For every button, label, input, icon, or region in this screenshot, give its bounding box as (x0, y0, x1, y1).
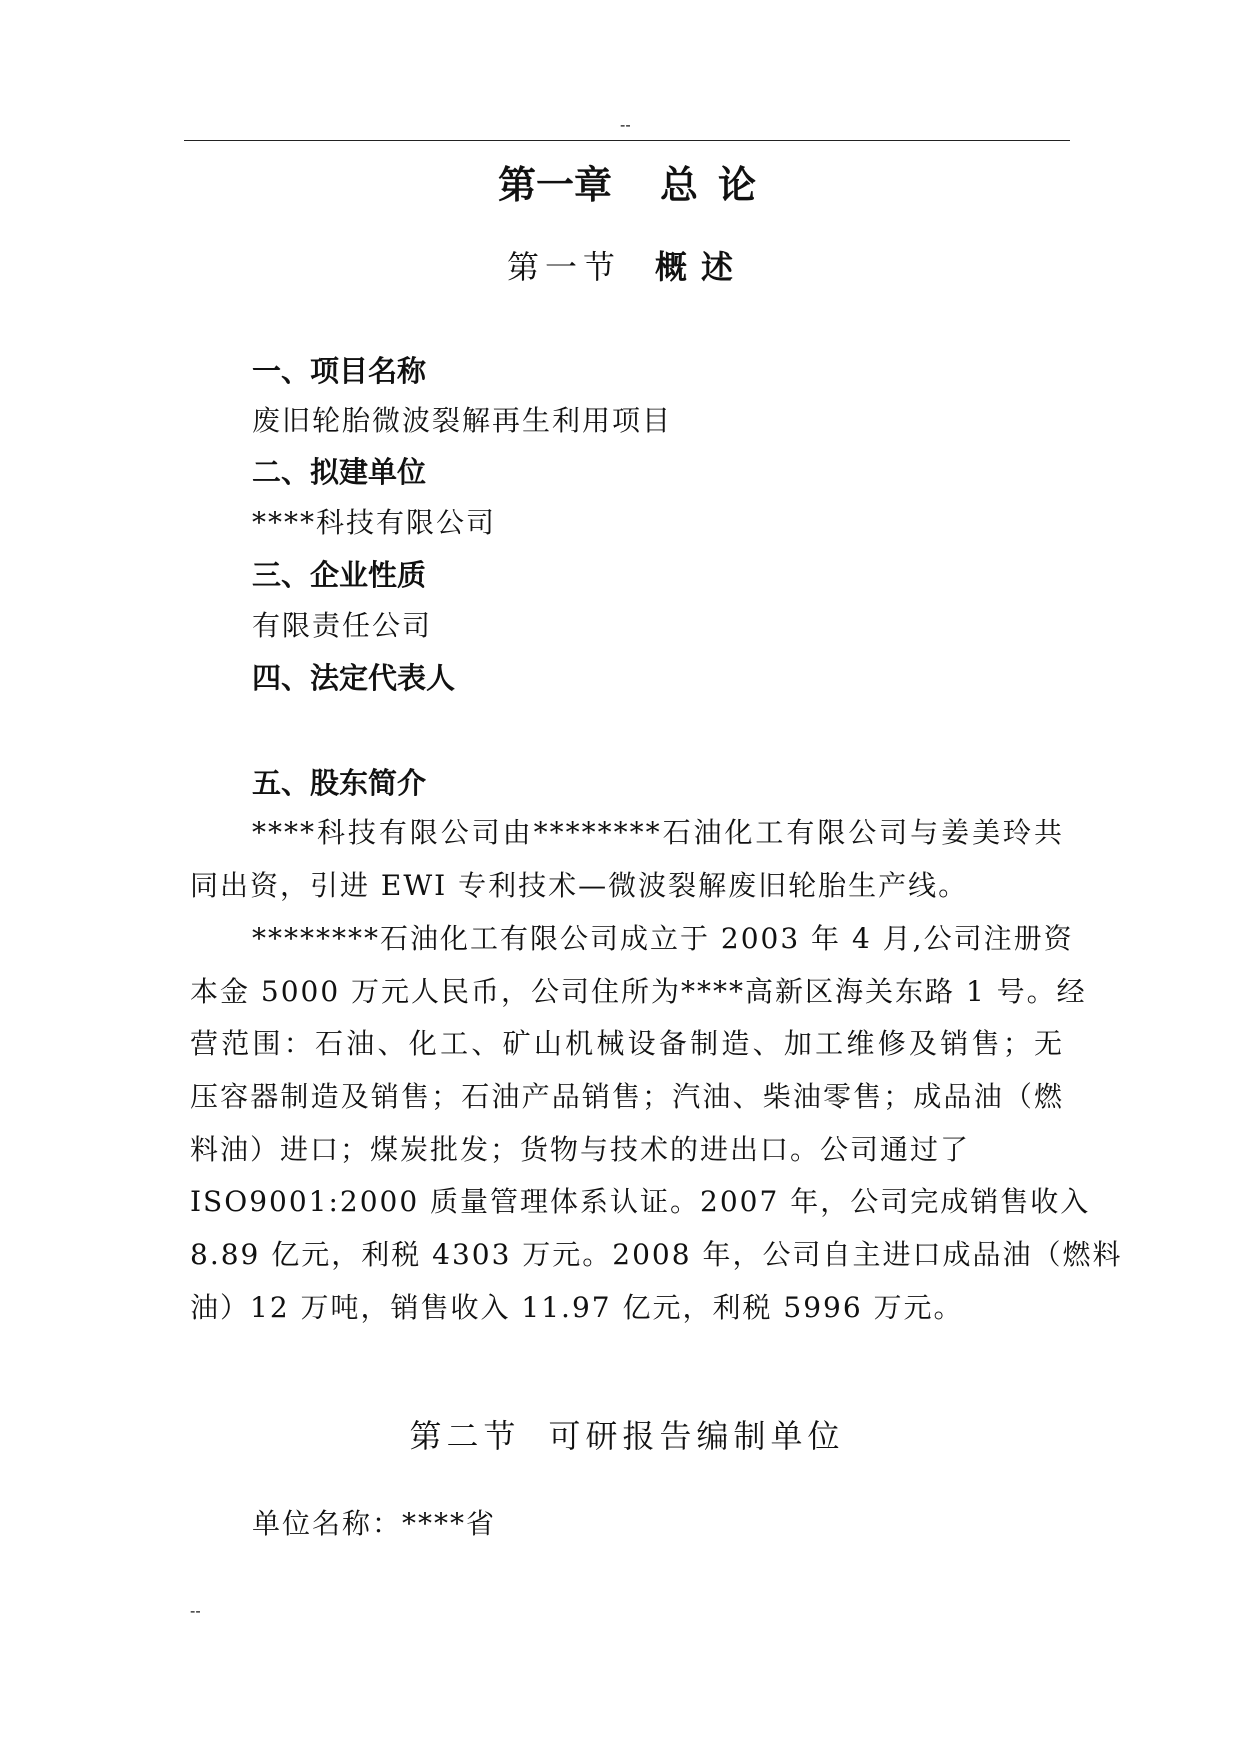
item-value-enterprise-type: 有限责任公司 (252, 609, 433, 642)
section2-heading: 可研报告编制单位 (548, 1417, 845, 1455)
paragraph-line: ********石油化工有限公司成立于 2003 年 4 月,公司注册资 (252, 922, 1074, 955)
header-mark: -- (620, 117, 631, 134)
paragraph-line: 8.89 亿元，利税 4303 万元。2008 年，公司自主进口成品油（燃料 (190, 1238, 1123, 1271)
item-heading-project-name: 一、项目名称 (252, 354, 427, 388)
header-rule (184, 140, 1070, 141)
paragraph-line: 营范围：石油、化工、矿山机械设备制造、加工维修及销售；无 (190, 1027, 1064, 1060)
section1-title (184, 245, 1070, 289)
item-heading-enterprise-type: 三、企业性质 (252, 558, 427, 592)
item-value-builder: ****科技有限公司 (252, 506, 497, 539)
paragraph-line: 本金 5000 万元人民币，公司住所为****高新区海关东路 1 号。经 (190, 975, 1087, 1008)
footer-mark: -- (190, 1603, 201, 1620)
section2-label: 第二节 (409, 1417, 521, 1455)
section1-heading: 概述 (655, 248, 748, 286)
paragraph-line: ****科技有限公司由********石油化工有限公司与姜美玲共 (252, 816, 1064, 849)
unit-name-label: 单位名称： (252, 1507, 403, 1540)
paragraph-line: 油）12 万吨，销售收入 11.97 亿元，利税 5996 万元。 (190, 1291, 964, 1324)
item-heading-builder: 二、拟建单位 (252, 455, 427, 489)
chapter-label: 第一章 (497, 163, 612, 207)
item-value-project-name: 废旧轮胎微波裂解再生利用项目 (252, 404, 673, 437)
section1-label: 第一节 (506, 248, 621, 286)
paragraph-line: 压容器制造及销售；石油产品销售；汽油、柴油零售；成品油（燃 (190, 1080, 1064, 1113)
shareholders-heading: 五、股东简介 (252, 766, 427, 800)
item-heading-legal-representative: 四、法定代表人 (252, 661, 456, 695)
chapter-title (184, 160, 1070, 210)
section2-title (184, 1414, 1070, 1458)
paragraph-line: 同出资，引进 EWI 专利技术—微波裂解废旧轮胎生产线。 (190, 869, 969, 902)
paragraph-line: ISO9001:2000 质量管理体系认证。2007 年，公司完成销售收入 (190, 1185, 1091, 1218)
unit-name-row (252, 1504, 496, 1544)
chapter-title-char-1: 总 (659, 163, 698, 207)
unit-name-value: ****省 (402, 1507, 497, 1540)
paragraph-line: 料油）进口；煤炭批发；货物与技术的进出口。公司通过了 (190, 1133, 971, 1166)
chapter-title-char-2: 论 (718, 163, 757, 207)
